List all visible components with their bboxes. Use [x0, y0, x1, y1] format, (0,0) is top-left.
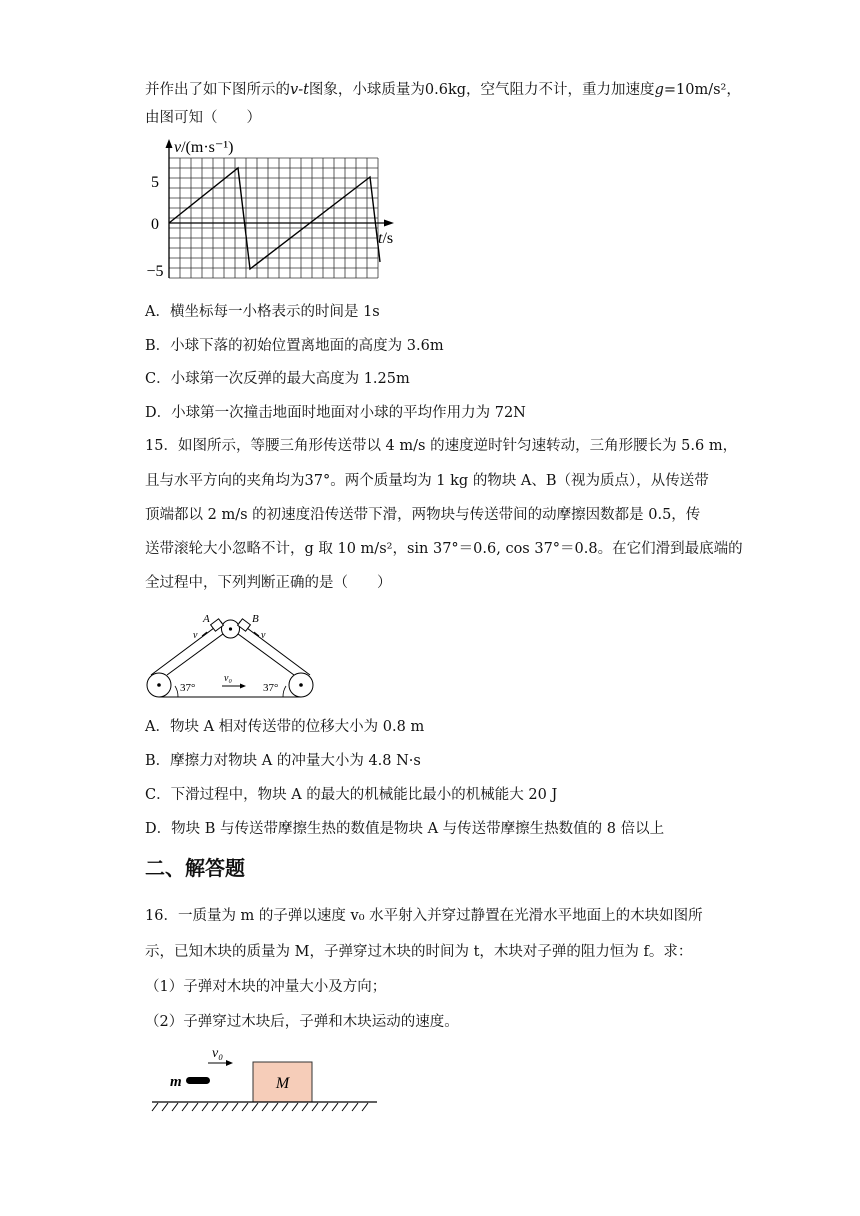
v-axis-arrow: [166, 139, 173, 148]
ground-hatch: [152, 1103, 368, 1111]
q16-stem-line1: 16．一质量为 m 的子弹以速度 v₀ 水平射入并穿过静置在光滑水平地面上的木块如图所: [145, 908, 703, 924]
q15-option-d: D．物块 B 与传送带摩擦生热的数值是物块 A 与传送带摩擦生热数值的 8 倍以上: [145, 821, 665, 837]
q15-option-b: B．摩擦力对物块 A 的冲量大小为 4.8 N·s: [145, 753, 421, 769]
velocity-line: [169, 168, 380, 269]
bullet: [186, 1077, 210, 1084]
q15-option-c: C．下滑过程中，物块 A 的最大的机械能比最小的机械能大 20 J: [145, 787, 558, 803]
angle-left-label: 37°: [180, 682, 196, 694]
q14-stem-line2: 由图可知（ ）: [145, 110, 261, 126]
q14-stem-line1: 并作出了如下图所示的v-t图象，小球质量为0.6kg，空气阻力不计，重力加速度g=10m/s²，: [145, 82, 741, 98]
bullet-block-figure: [150, 1043, 390, 1118]
q16-sub1: （1）子弹对木块的冲量大小及方向；: [145, 979, 387, 995]
tick-label-minus5: −5: [146, 263, 164, 280]
q15-stem-line4: 送带滚轮大小忽略不计，g 取 10 m/s²，sin 37°＝0.6, cos 37°＝0.8。在它们滑到最底端的: [145, 541, 743, 557]
v-right-label: v: [261, 630, 266, 641]
v-left-label: v: [193, 630, 198, 641]
vt-grid: [169, 158, 378, 278]
fig-M-label: M: [275, 1075, 290, 1092]
tick-label-0: 0: [151, 216, 159, 233]
conveyor-figure: [143, 606, 323, 701]
angle-right-label: 37°: [263, 682, 279, 694]
q14-option-b: B．小球下落的初始位置离地面的高度为 3.6m: [145, 338, 444, 354]
t-axis-arrow: [384, 220, 394, 227]
t-axis-label: t/s: [378, 230, 394, 247]
label-b: B: [252, 613, 259, 625]
v-axis-label: v/(m·s⁻¹): [174, 139, 234, 156]
angle-arc-left: [175, 686, 178, 697]
label-a: A: [203, 613, 210, 625]
q15-stem-line3: 顶端都以 2 m/s 的初速度沿传送带下滑，两物块与传送带间的动摩擦因数都是 0.5，传: [145, 507, 701, 523]
section-heading: 二、解答题: [145, 856, 245, 880]
q15-stem-line5: 全过程中，下列判断正确的是（ ）: [145, 575, 392, 591]
q16-stem-line2: 示，已知木块的质量为 M，子弹穿过木块的时间为 t，木块对子弹的阻力恒为 f。求：: [145, 944, 693, 960]
angle-arc-right: [283, 686, 286, 697]
fig-m-label: m: [170, 1074, 182, 1090]
belt-left-outer: [151, 622, 222, 675]
v0-label: v₀: [224, 673, 232, 684]
vt-graph: [140, 135, 400, 285]
fig-v0-label: v₀: [212, 1046, 224, 1061]
q14-option-d: D．小球第一次撞击地面时地面对小球的平均作用力为 72N: [145, 405, 526, 421]
q14-option-c: C．小球第一次反弹的最大高度为 1.25m: [145, 371, 410, 387]
q16-sub2: （2）子弹穿过木块后，子弹和木块运动的速度。: [145, 1014, 459, 1030]
tick-label-5: 5: [151, 174, 159, 191]
q14-option-a: A．横坐标每一小格表示的时间是 1s: [145, 304, 380, 320]
q15-stem-line2: 且与水平方向的夹角均为37°。两个质量均为 1 kg 的物块 A、B（视为质点），从传送带: [145, 473, 709, 489]
q15-stem-line1: 15．如图所示，等腰三角形传送带以 4 m/s 的速度逆时针匀速转动，三角形腰长为 5.6 m，: [145, 438, 738, 454]
belt-right-outer: [239, 622, 310, 675]
q15-option-a: A．物块 A 相对传送带的位移大小为 0.8 m: [145, 719, 425, 735]
